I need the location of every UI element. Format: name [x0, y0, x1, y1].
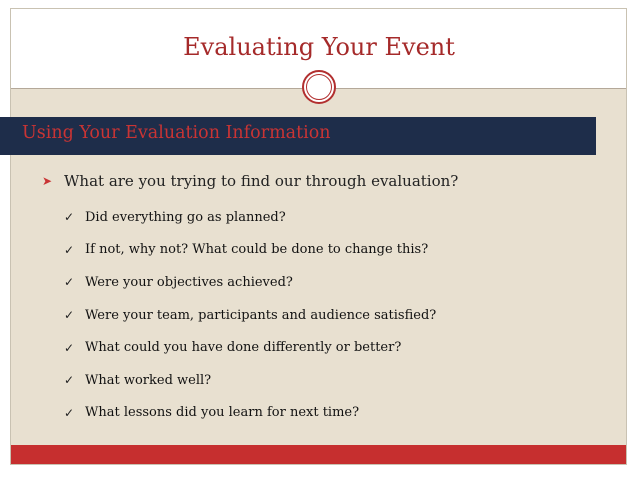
section-heading: Using Your Evaluation Information [22, 123, 331, 143]
list-item-text: What could you have done differently or better? [85, 340, 402, 356]
list-item-text: What worked well? [85, 372, 212, 388]
main-bullet [42, 172, 458, 190]
list-item [64, 331, 436, 364]
checkmark-icon: ✓ [64, 210, 75, 225]
list-item-text: Did everything go as planned? [85, 209, 286, 225]
list-item-text: If not, why not? What could be done to change this? [85, 242, 429, 258]
checkmark-icon: ✓ [64, 373, 75, 388]
checkmark-icon: ✓ [64, 242, 75, 257]
footer-bar [11, 445, 626, 464]
slide-title: Evaluating Your Event [183, 33, 455, 61]
checkmark-icon: ✓ [64, 340, 75, 355]
ring-ornament-inner [306, 74, 332, 100]
list-item [64, 364, 436, 397]
list-item-text: Were your objectives achieved? [85, 274, 293, 290]
arrow-bullet-icon: ➤ [42, 174, 53, 188]
checkmark-icon: ✓ [64, 308, 75, 323]
list-item-text: Were your team, participants and audience satisfied? [85, 307, 437, 323]
checkmark-icon: ✓ [64, 275, 75, 290]
list-item-text: What lessons did you learn for next time? [85, 405, 360, 421]
main-bullet-text: What are you trying to find our through evaluation? [64, 172, 459, 190]
list-item [64, 201, 436, 234]
checkmark-icon: ✓ [64, 405, 75, 420]
list-item [64, 234, 436, 267]
list-item [64, 397, 436, 430]
list-item [64, 266, 436, 299]
list-item [64, 299, 436, 332]
sub-bullet-list [64, 201, 436, 429]
